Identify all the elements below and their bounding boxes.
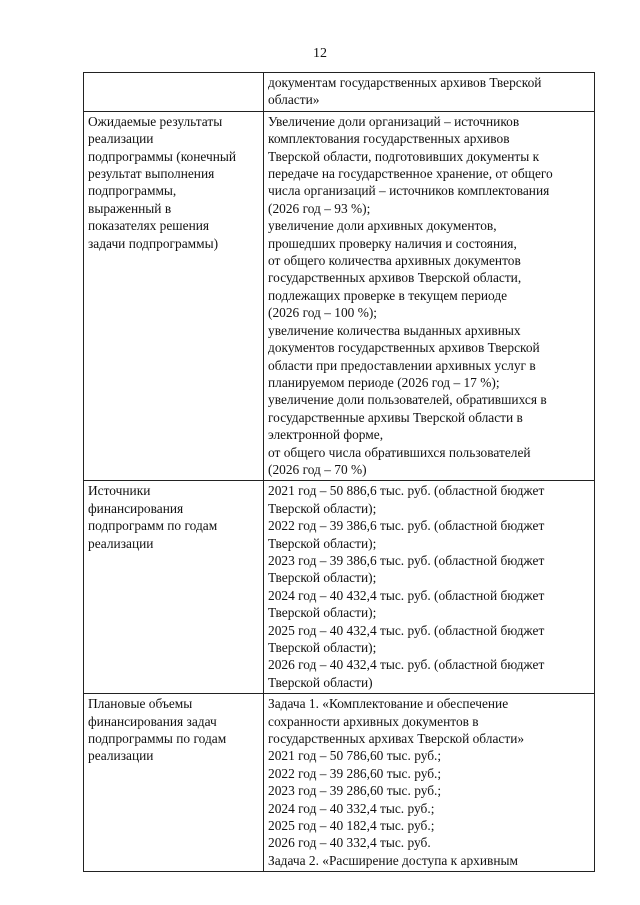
row-label-line: реализации xyxy=(88,748,154,764)
row-label-line: подпрограммы, xyxy=(88,183,177,199)
row-value-line: Тверской области); xyxy=(268,570,377,586)
row-value-line: числа организаций – источников комплектования xyxy=(268,183,550,199)
row-value-line: государственные архивы Тверской области в xyxy=(268,409,523,425)
row-value-line: 2024 год – 40 332,4 тыс. руб.; xyxy=(268,800,435,816)
row-label-line: Плановые объемы xyxy=(88,696,193,712)
row-value-line: 2021 год – 50 886,6 тыс. руб. (областной бюджет xyxy=(268,483,545,499)
row-value-line: Тверской области); xyxy=(268,605,377,621)
row-value-line: 2026 год – 40 332,4 тыс. руб. xyxy=(268,835,431,851)
row-label-line: реализации xyxy=(88,535,154,551)
table-row xyxy=(84,481,595,694)
row-value-line: (2026 год – 93 %); xyxy=(268,200,371,216)
row-label-line: реализации xyxy=(88,131,154,147)
table-row xyxy=(84,111,595,481)
row-label-line: подпрограммы по годам xyxy=(88,731,227,747)
row-label-cell xyxy=(84,73,264,112)
row-value-line: 2025 год – 40 432,4 тыс. руб. (областной бюджет xyxy=(268,622,545,638)
row-label-line: подпрограмм по годам xyxy=(88,518,218,534)
row-value-line: Задача 2. «Расширение доступа к архивным xyxy=(268,852,518,868)
row-value-line: (2026 год – 100 %); xyxy=(268,305,378,321)
row-label-line: задачи подпрограммы) xyxy=(88,235,219,251)
row-value-cell xyxy=(264,111,595,481)
row-value-line: документам государственных архивов Тверской xyxy=(268,75,542,90)
row-label-cell xyxy=(84,111,264,481)
row-label-line: Ожидаемые результаты xyxy=(88,113,223,129)
row-value-line: передаче на государственное хранение, от общего xyxy=(268,166,553,182)
row-label-cell xyxy=(84,694,264,872)
row-value-line: увеличение количества выданных архивных xyxy=(268,322,521,338)
row-value-line: Тверской области); xyxy=(268,535,377,551)
row-value-line: от общего количества архивных документов xyxy=(268,253,521,269)
row-value-line: 2025 год – 40 182,4 тыс. руб.; xyxy=(268,818,435,834)
row-label-line: выраженный в xyxy=(88,200,172,216)
row-value-line: 2021 год – 50 786,60 тыс. руб.; xyxy=(268,748,442,764)
row-value-line: планируемом периоде (2026 год – 17 %); xyxy=(268,374,500,390)
row-label-line: финансирования задач xyxy=(88,713,217,729)
row-value-line: Увеличение доли организаций – источников xyxy=(268,113,520,129)
row-value-line: 2024 год – 40 432,4 тыс. руб. (областной бюджет xyxy=(268,587,545,603)
row-value-line: государственных архивов Тверской области, xyxy=(268,270,522,286)
page-number: 12 xyxy=(313,46,327,61)
row-value-line: увеличение доли пользователей, обратившихся в xyxy=(268,392,547,408)
row-value-line: Тверской области) xyxy=(268,674,373,690)
row-value-line: Тверской области); xyxy=(268,500,377,516)
row-value-line: 2022 год – 39 386,6 тыс. руб. (областной бюджет xyxy=(268,518,545,534)
row-value-line: 2022 год – 39 286,60 тыс. руб.; xyxy=(268,765,442,781)
row-value-line: (2026 год – 70 %) xyxy=(268,461,367,477)
row-value-line: сохранности архивных документов в xyxy=(268,713,479,729)
row-label-line: финансирования xyxy=(88,500,184,516)
row-value-line: государственных архивах Тверской области» xyxy=(268,731,525,747)
row-label-line: результат выполнения xyxy=(88,166,215,182)
table-row xyxy=(84,694,595,872)
row-value-line: 2023 год – 39 386,6 тыс. руб. (областной бюджет xyxy=(268,552,545,568)
row-value-line: Тверской области, подготовивших документы к xyxy=(268,148,540,164)
row-value-line: прошедших проверку наличия и состояния, xyxy=(268,235,517,251)
row-value-line: электронной форме, xyxy=(268,427,384,443)
row-value-line: увеличение доли архивных документов, xyxy=(268,218,497,234)
row-value-line: от общего числа обратившихся пользователей xyxy=(268,444,531,460)
row-value-line: подлежащих проверке в текущем периоде xyxy=(268,287,508,303)
row-value-line: комплектования государственных архивов xyxy=(268,131,510,147)
row-value-line: области» xyxy=(268,92,320,108)
table-body xyxy=(84,73,595,872)
row-value-line: Задача 1. «Комплектование и обеспечение xyxy=(268,696,509,712)
row-label-line: показателях решения xyxy=(88,218,210,234)
table-row xyxy=(84,73,595,112)
subprogram-passport-table xyxy=(83,72,595,872)
row-value-line: области при предоставлении архивных услуг в xyxy=(268,357,536,373)
row-label-line: подпрограммы (конечный xyxy=(88,148,237,164)
row-label-line: Источники xyxy=(88,483,151,499)
row-value-line: Тверской области); xyxy=(268,640,377,655)
row-value-line: 2023 год – 39 286,60 тыс. руб.; xyxy=(268,783,442,799)
row-value-cell xyxy=(264,73,595,112)
row-value-line: 2026 год – 40 432,4 тыс. руб. (областной бюджет xyxy=(268,657,545,673)
row-value-cell xyxy=(264,481,595,694)
row-value-cell xyxy=(264,694,595,872)
row-value-line: документов государственных архивов Тверской xyxy=(268,340,540,356)
row-label-cell xyxy=(84,481,264,694)
